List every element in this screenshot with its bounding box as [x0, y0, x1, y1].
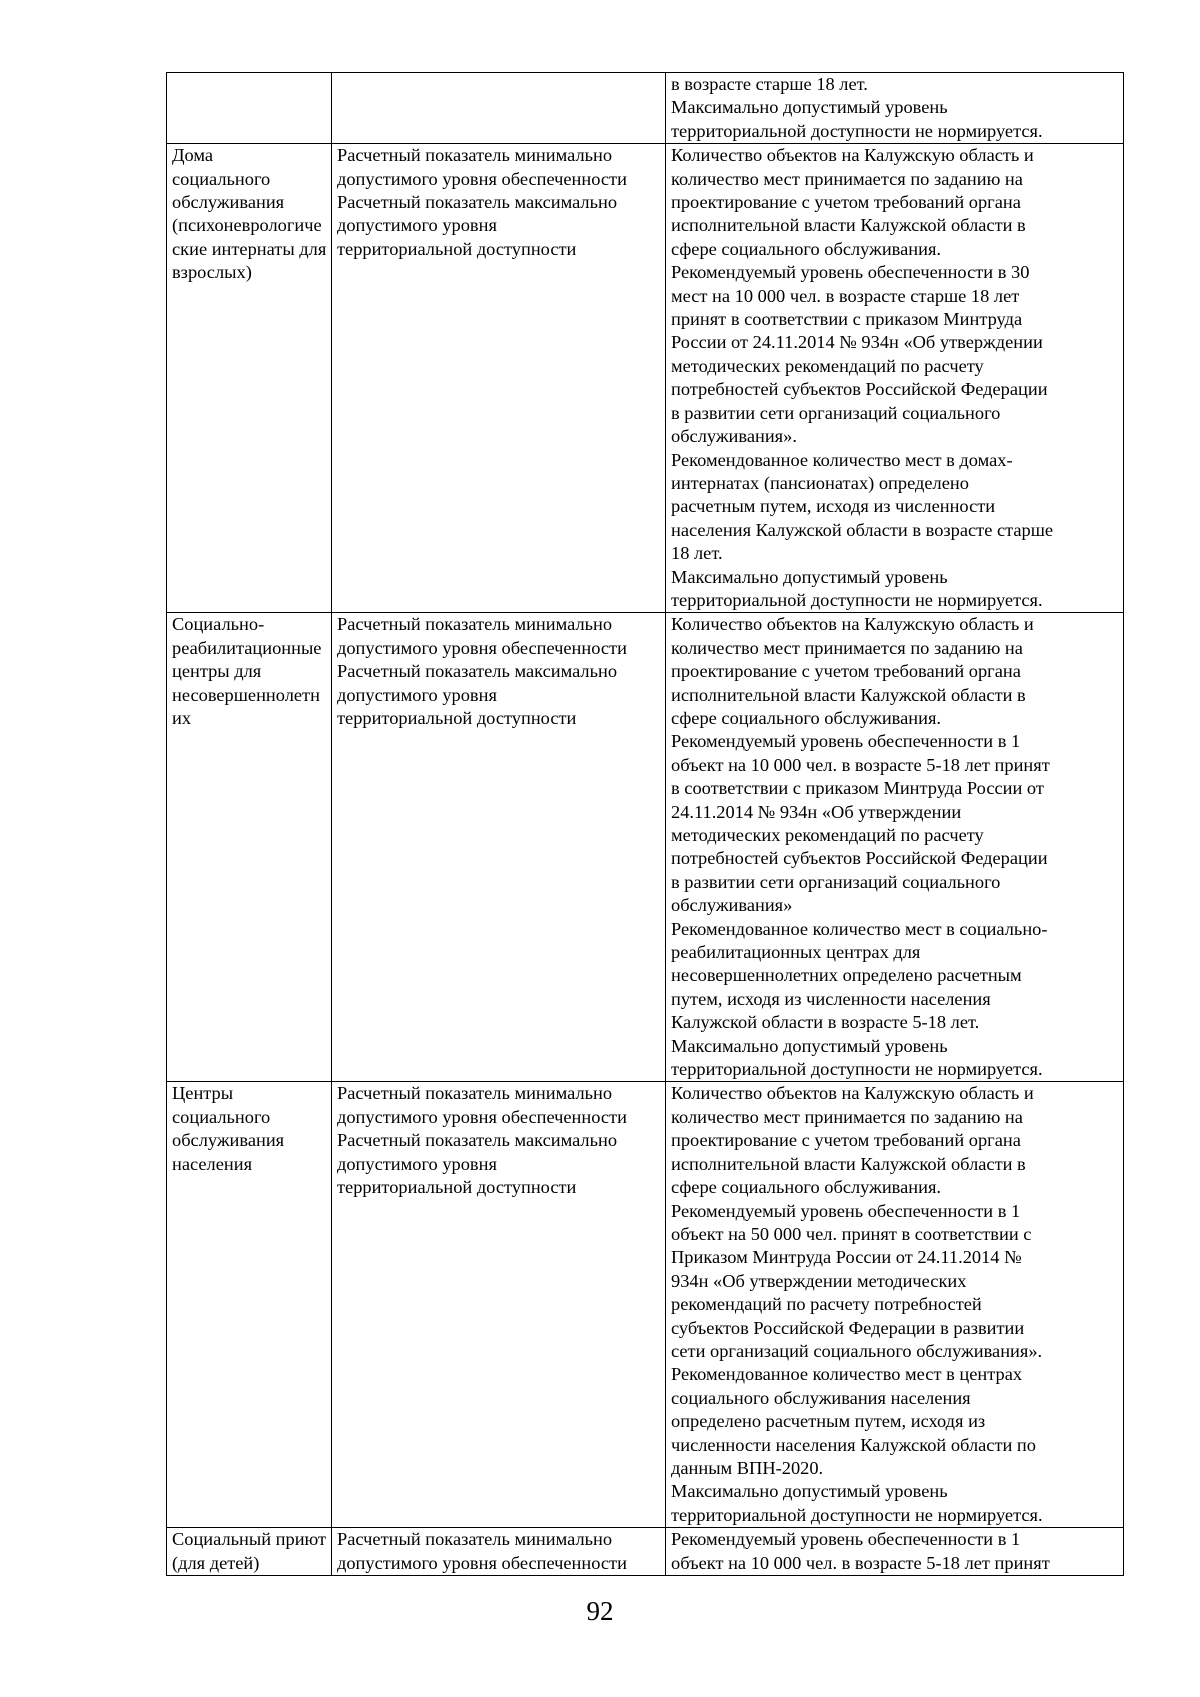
- text-line: исполнительной власти Калужской области в: [671, 684, 1026, 705]
- text-line: Расчетный показатель максимально: [337, 661, 618, 682]
- text-line: объект на 10 000 чел. в возрасте 5-18 лет принят: [671, 754, 1050, 775]
- text-line: количество мест принимается по заданию на: [671, 168, 1023, 189]
- text-line: в соответствии с приказом Минтруда России от: [671, 778, 1044, 799]
- text-line: взрослых): [172, 262, 252, 283]
- text-line: Расчетный показатель минимально: [337, 145, 613, 166]
- table-row: [167, 73, 1124, 144]
- basis-cell: [666, 613, 1124, 1082]
- text-line: допустимого уровня обеспеченности: [337, 168, 627, 189]
- text-line: интернатах (пансионатах) определено: [671, 472, 969, 493]
- text-line: сфере социального обслуживания.: [671, 707, 942, 728]
- text-line: социального обслуживания населения: [671, 1387, 971, 1408]
- text-line: Центры: [172, 1083, 234, 1104]
- text-line: исполнительной власти Калужской области в: [671, 1153, 1026, 1174]
- text-line: Расчетный показатель минимально: [337, 1083, 613, 1104]
- table-body: [167, 73, 1124, 1576]
- text-line: Максимально допустимый уровень: [671, 566, 948, 587]
- indicator-cell: [332, 73, 666, 144]
- text-line: объект на 50 000 чел. принят в соответствии с: [671, 1223, 1032, 1244]
- text-line: субъектов Российской Федерации в развитии: [671, 1317, 1025, 1338]
- text-line: обслуживания»: [671, 895, 793, 916]
- text-line: (для детей): [172, 1552, 260, 1573]
- facility-name-cell: [167, 144, 332, 613]
- text-line: проектирование с учетом требований органа: [671, 661, 1021, 682]
- text-line: Рекомендованное количество мест в социально-: [671, 918, 1048, 939]
- text-line: Максимально допустимый уровень: [671, 1481, 948, 1502]
- text-line: (психоневрологиче: [172, 215, 322, 236]
- table-row: [167, 1082, 1124, 1528]
- text-line: Максимально допустимый уровень: [671, 1035, 948, 1056]
- text-line: сфере социального обслуживания.: [671, 1177, 942, 1198]
- text-line: проектирование с учетом требований органа: [671, 1130, 1021, 1151]
- facility-name-cell: [167, 613, 332, 1082]
- text-line: Количество объектов на Калужскую область и: [671, 1083, 1034, 1104]
- indicator-cell: [332, 144, 666, 613]
- text-line: допустимого уровня обеспеченности: [337, 1552, 627, 1573]
- text-line: реабилитационных центрах для: [671, 942, 921, 963]
- text-line: Социально-: [172, 614, 265, 635]
- text-line: центры для: [172, 661, 262, 682]
- text-line: Приказом Минтруда России от 24.11.2014 №: [671, 1247, 1022, 1268]
- text-line: Количество объектов на Калужскую область и: [671, 145, 1034, 166]
- text-line: ские интернаты для: [172, 238, 327, 259]
- text-line: 24.11.2014 № 934н «Об утверждении: [671, 801, 962, 822]
- text-line: мест на 10 000 чел. в возрасте старше 18 лет: [671, 285, 1020, 306]
- text-line: населения Калужской области в возрасте старше: [671, 519, 1054, 540]
- text-line: в возрасте старше 18 лет.: [671, 74, 868, 94]
- text-line: России от 24.11.2014 № 934н «Об утверждении: [671, 332, 1043, 353]
- text-line: допустимого уровня: [337, 1153, 497, 1174]
- text-line: социального: [172, 1106, 271, 1127]
- text-line: территориальной доступности не нормируется.: [671, 589, 1043, 610]
- text-line: потребностей субъектов Российской Федерации: [671, 379, 1048, 400]
- text-line: территориальной доступности не нормируется.: [671, 1504, 1043, 1525]
- text-line: рекомендаций по расчету потребностей: [671, 1294, 982, 1315]
- indicator-cell: [332, 1082, 666, 1528]
- text-line: количество мест принимается по заданию на: [671, 1106, 1023, 1127]
- text-line: в развитии сети организаций социального: [671, 402, 1001, 423]
- text-line: допустимого уровня: [337, 684, 497, 705]
- text-line: определено расчетным путем, исходя из: [671, 1411, 986, 1432]
- text-line: территориальной доступности не нормируется.: [671, 1059, 1043, 1080]
- text-line: допустимого уровня обеспеченности: [337, 1106, 627, 1127]
- text-line: данным ВПН-2020.: [671, 1457, 824, 1478]
- text-line: территориальной доступности не нормируется.: [671, 120, 1043, 141]
- text-line: Расчетный показатель максимально: [337, 1130, 618, 1151]
- text-line: 18 лет.: [671, 543, 723, 564]
- basis-cell: [666, 1082, 1124, 1528]
- text-line: территориальной доступности: [337, 707, 577, 728]
- text-line: несовершеннолетних определено расчетным: [671, 965, 1022, 986]
- text-line: Дома: [172, 145, 214, 166]
- text-line: допустимого уровня обеспеченности: [337, 637, 627, 658]
- text-line: потребностей субъектов Российской Федерации: [671, 848, 1048, 869]
- page-number: 92: [586, 1596, 614, 1626]
- text-line: Рекомендуемый уровень обеспеченности в 1: [671, 731, 1021, 752]
- text-line: обслуживания: [172, 192, 285, 213]
- text-line: методических рекомендаций по расчету: [671, 355, 984, 376]
- table-row: [167, 1528, 1124, 1576]
- text-line: Расчетный показатель минимально: [337, 1529, 613, 1550]
- indicator-cell: [332, 613, 666, 1082]
- text-line: территориальной доступности: [337, 238, 577, 259]
- text-line: Калужской области в возрасте 5-18 лет.: [671, 1012, 980, 1033]
- text-line: территориальной доступности: [337, 1177, 577, 1198]
- facility-name-cell: [167, 1528, 332, 1576]
- text-line: количество мест принимается по заданию на: [671, 637, 1023, 658]
- text-line: Расчетный показатель максимально: [337, 192, 618, 213]
- text-line: Социальный приют: [172, 1529, 327, 1550]
- text-line: реабилитационные: [172, 637, 322, 658]
- basis-cell: [666, 144, 1124, 613]
- basis-cell: [666, 73, 1124, 144]
- text-line: исполнительной власти Калужской области в: [671, 215, 1026, 236]
- text-line: населения: [172, 1153, 253, 1174]
- text-line: сфере социального обслуживания.: [671, 238, 942, 259]
- text-line: принят в соответствии с приказом Минтруда: [671, 309, 1023, 330]
- text-line: Рекомендованное количество мест в домах-: [671, 449, 1013, 470]
- facility-name-cell: [167, 1082, 332, 1528]
- facility-name-cell: [167, 73, 332, 144]
- text-line: их: [172, 707, 192, 728]
- text-line: Расчетный показатель минимально: [337, 614, 613, 635]
- text-line: Рекомендуемый уровень обеспеченности в 1: [671, 1200, 1021, 1221]
- text-line: допустимого уровня: [337, 215, 497, 236]
- text-line: путем, исходя из численности населения: [671, 988, 991, 1009]
- text-line: Максимально допустимый уровень: [671, 97, 948, 118]
- text-line: обслуживания: [172, 1130, 285, 1151]
- text-line: 934н «Об утверждении методических: [671, 1270, 967, 1291]
- text-line: объект на 10 000 чел. в возрасте 5-18 лет принят: [671, 1552, 1050, 1573]
- text-line: сети организаций социального обслуживания».: [671, 1340, 1043, 1361]
- text-line: в развитии сети организаций социального: [671, 871, 1001, 892]
- indicator-cell: [332, 1528, 666, 1576]
- text-line: Рекомендованное количество мест в центрах: [671, 1364, 1023, 1385]
- text-line: численности населения Калужской области по: [671, 1434, 1036, 1455]
- table-row: [167, 613, 1124, 1082]
- text-line: методических рекомендаций по расчету: [671, 825, 984, 845]
- text-line: Рекомендуемый уровень обеспеченности в 1: [671, 1529, 1021, 1550]
- norms-table: [166, 72, 1124, 1576]
- text-line: Рекомендуемый уровень обеспеченности в 30: [671, 262, 1030, 283]
- basis-cell: [666, 1528, 1124, 1576]
- text-line: обслуживания».: [671, 426, 797, 447]
- text-line: проектирование с учетом требований органа: [671, 192, 1021, 213]
- text-line: несовершеннолетн: [172, 684, 320, 705]
- text-line: Количество объектов на Калужскую область и: [671, 614, 1034, 635]
- table-row: [167, 144, 1124, 613]
- text-line: социального: [172, 168, 271, 189]
- text-line: расчетным путем, исходя из численности: [671, 496, 996, 517]
